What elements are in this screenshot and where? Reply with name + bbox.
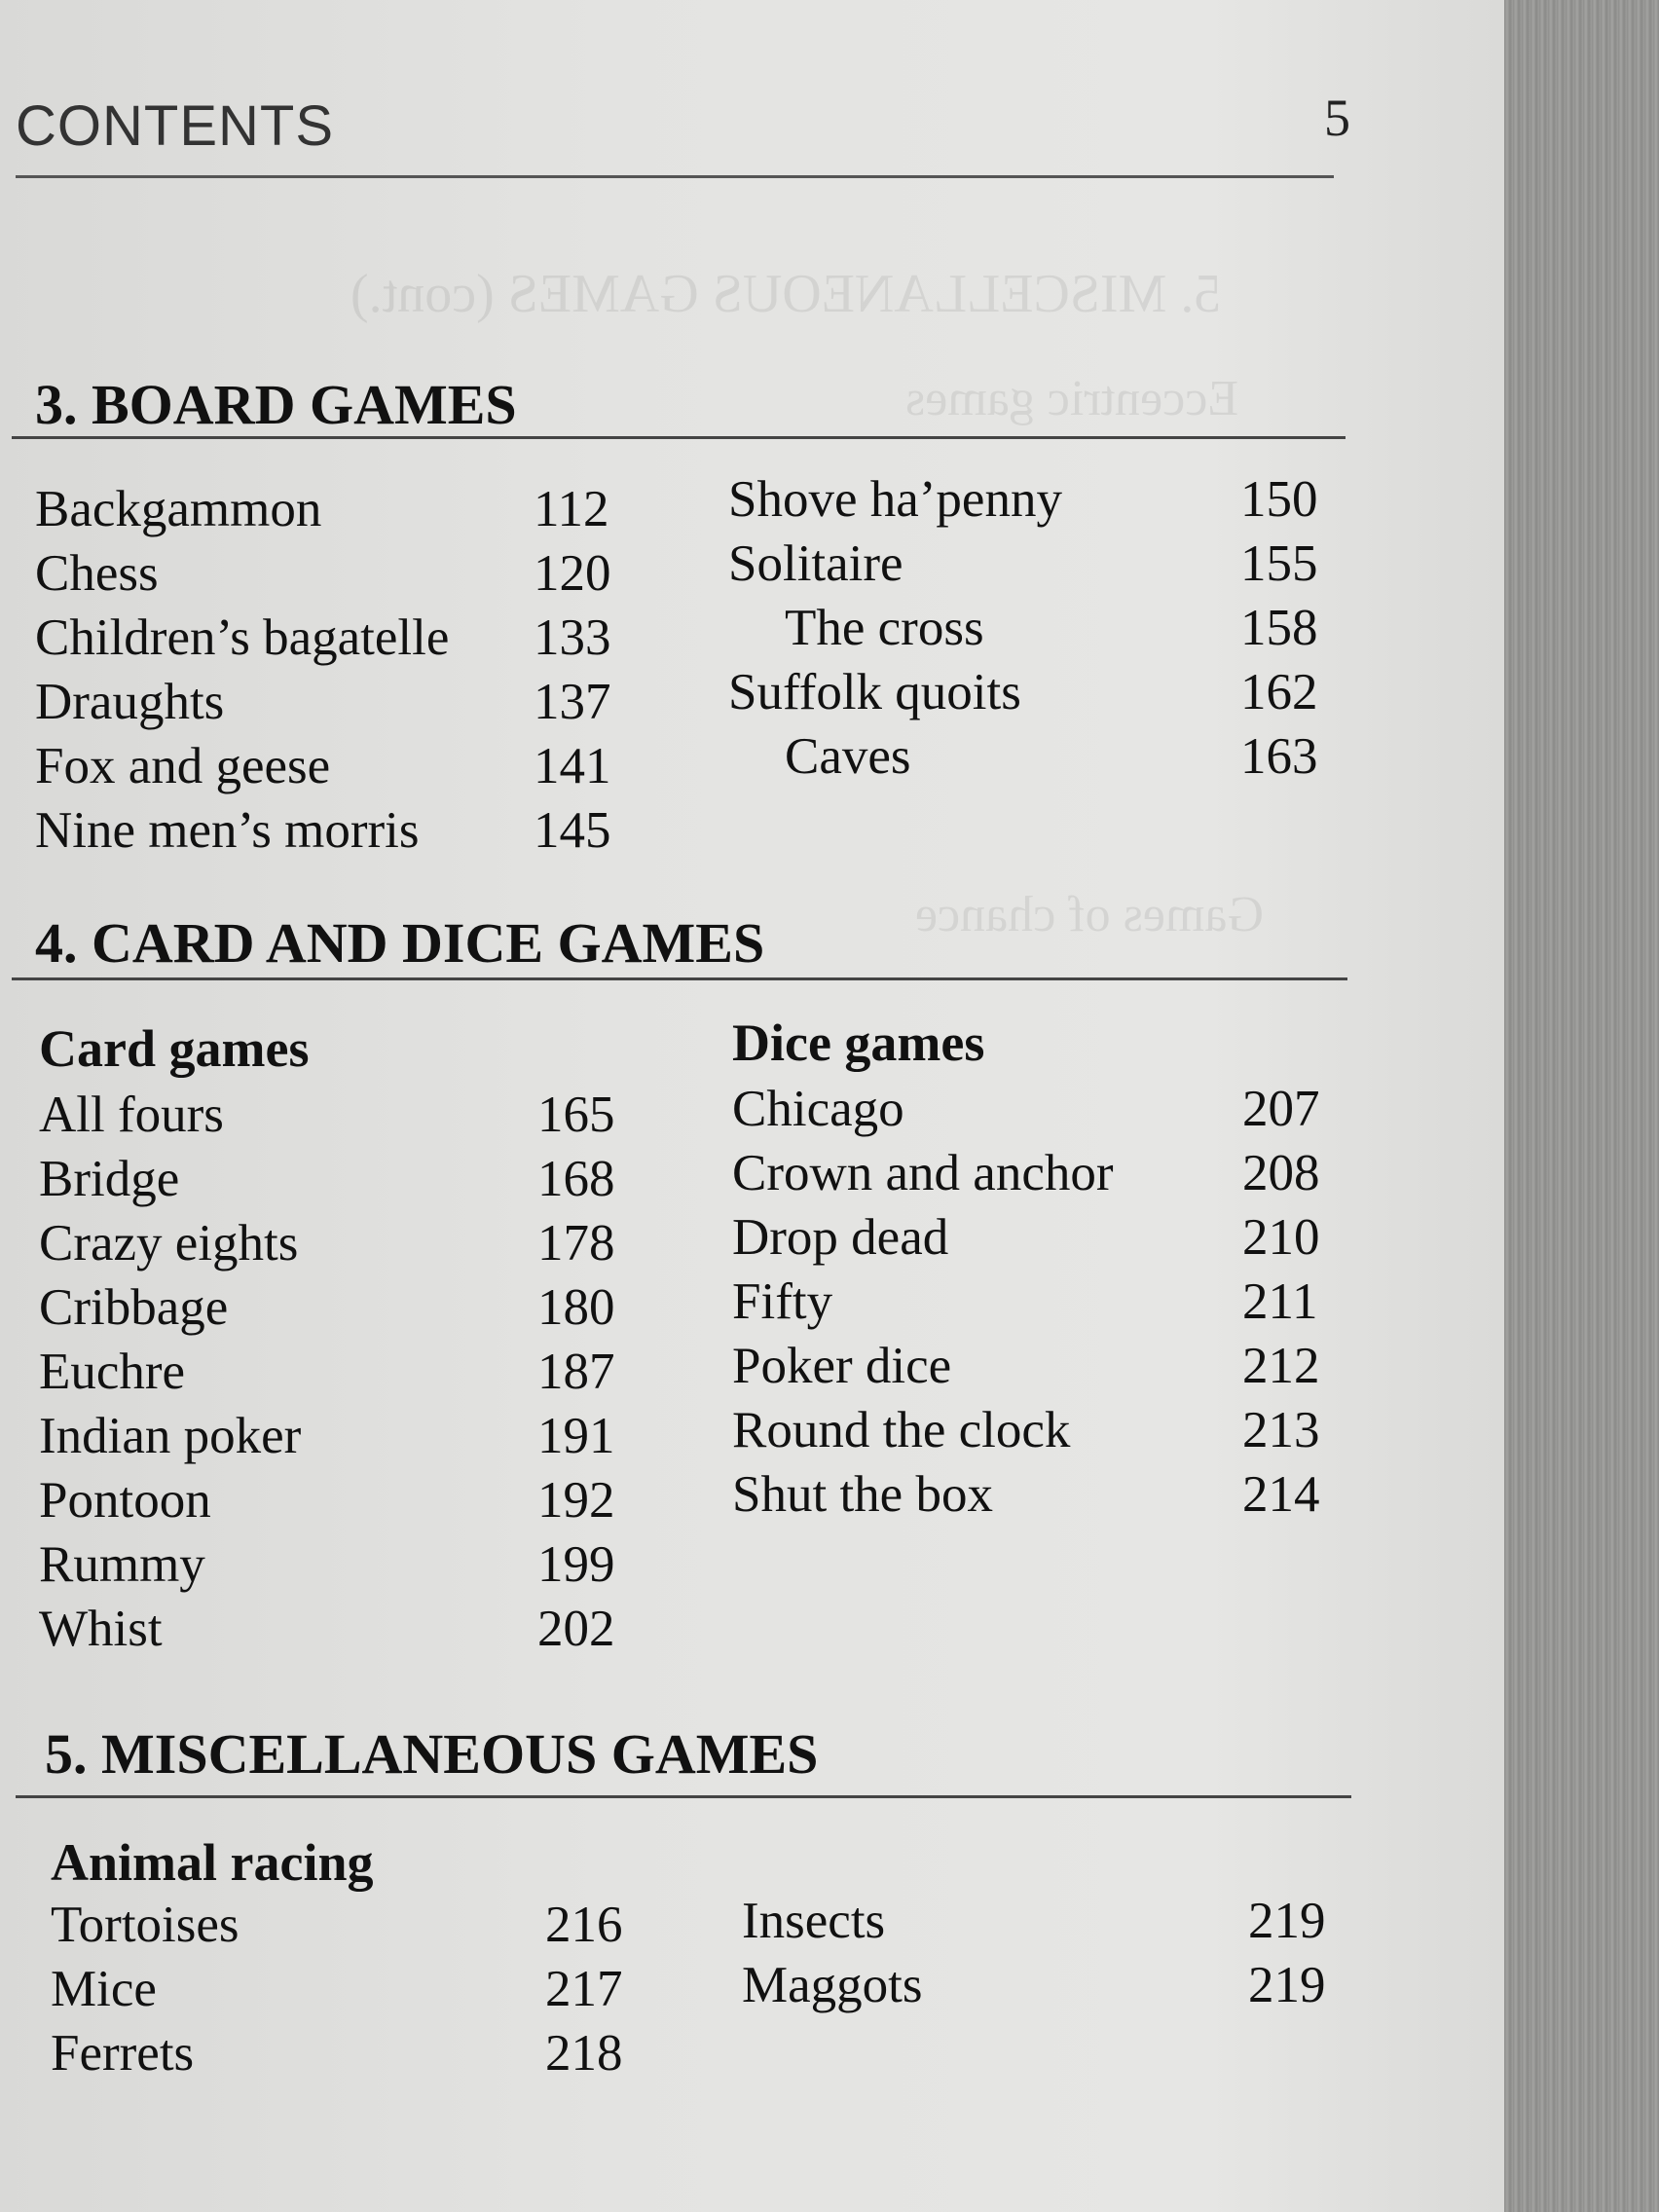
toc-entry[interactable] (728, 532, 1351, 596)
page-number: 5 (1324, 89, 1350, 147)
entry-title: Suffolk quoits (728, 664, 1021, 720)
card-games-column (39, 1083, 643, 1661)
toc-entry[interactable] (732, 1398, 1355, 1462)
toc-entry[interactable] (39, 1532, 643, 1597)
entry-page: 191 (537, 1408, 615, 1464)
entry-title: Ferrets (51, 2025, 195, 2082)
entry-title: Nine men’s morris (35, 802, 420, 859)
entry-title: The cross (785, 600, 984, 656)
entry-title: Euchre (39, 1344, 186, 1400)
entry-page: 133 (534, 609, 611, 666)
entry-title: Solitaire (728, 535, 903, 592)
toc-entry[interactable] (39, 1275, 643, 1340)
toc-entry[interactable] (732, 1334, 1355, 1398)
section-rule (16, 1795, 1351, 1798)
toc-entry[interactable] (728, 660, 1351, 724)
toc-entry[interactable] (51, 1893, 654, 1957)
entry-page: 208 (1242, 1145, 1320, 1201)
entry-page: 212 (1242, 1338, 1320, 1394)
entry-page: 120 (534, 545, 611, 602)
entry-page: 202 (537, 1601, 615, 1657)
entry-page: 199 (537, 1536, 615, 1593)
entry-title: Poker dice (732, 1338, 952, 1394)
entry-title: Children’s bagatelle (35, 609, 450, 666)
toc-entry[interactable] (732, 1205, 1355, 1270)
entry-title: Whist (39, 1601, 163, 1657)
entry-page: 178 (537, 1215, 615, 1272)
animal-racing-right-column (742, 1889, 1346, 2017)
entry-title: Shove ha’penny (728, 471, 1062, 528)
entry-page: 214 (1242, 1466, 1320, 1523)
entry-page: 192 (537, 1472, 615, 1529)
toc-entry[interactable] (742, 1953, 1346, 2017)
entry-page: 158 (1240, 600, 1318, 656)
toc-entry[interactable] (39, 1468, 643, 1532)
toc-entry[interactable] (51, 2021, 654, 2085)
entry-page: 137 (534, 674, 611, 730)
toc-entry[interactable] (35, 606, 629, 670)
entry-title: Draughts (35, 674, 225, 730)
toc-entry[interactable] (39, 1597, 643, 1661)
entry-title: Drop dead (732, 1209, 949, 1266)
entry-title: Caves (785, 728, 911, 785)
entry-page: 219 (1248, 1957, 1326, 2013)
entry-title: Shut the box (732, 1466, 993, 1523)
entry-title: Indian poker (39, 1408, 302, 1464)
show-through-text: 5. MISCELLANEOUS GAMES (cont.) (350, 264, 1222, 324)
entry-title: Tortoises (51, 1897, 240, 1953)
entry-title: Chess (35, 545, 159, 602)
show-through-text: Eccentric games (905, 371, 1239, 426)
dice-games-column (732, 1077, 1355, 1527)
entry-page: 219 (1248, 1893, 1326, 1949)
entry-page: 155 (1240, 535, 1318, 592)
toc-subentry[interactable] (728, 724, 1351, 789)
page-edge-stack (1504, 0, 1659, 2212)
entry-title: Rummy (39, 1536, 205, 1593)
toc-subentry[interactable] (728, 596, 1351, 660)
section-rule (12, 977, 1347, 980)
entry-page: 162 (1240, 664, 1318, 720)
entry-title: Round the clock (732, 1402, 1071, 1458)
section-title-board-games: 3. BOARD GAMES (35, 373, 517, 436)
toc-entry[interactable] (39, 1211, 643, 1275)
show-through-text: Games of chance (915, 887, 1265, 942)
toc-entry[interactable] (39, 1340, 643, 1404)
header-rule (16, 175, 1334, 178)
entry-title: Fox and geese (35, 738, 331, 794)
entry-page: 211 (1242, 1273, 1318, 1330)
entry-page: 168 (537, 1151, 615, 1207)
toc-entry[interactable] (35, 541, 629, 606)
entry-page: 141 (534, 738, 611, 794)
section-rule (12, 436, 1346, 439)
toc-entry[interactable] (728, 467, 1351, 532)
entry-title: Chicago (732, 1081, 904, 1137)
section-title-misc-games: 5. MISCELLANEOUS GAMES (45, 1722, 819, 1786)
toc-entry[interactable] (51, 1957, 654, 2021)
entry-title: Crown and anchor (732, 1145, 1114, 1201)
entry-title: Bridge (39, 1151, 180, 1207)
entry-page: 150 (1240, 471, 1318, 528)
toc-entry[interactable] (35, 670, 629, 734)
entry-page: 187 (537, 1344, 615, 1400)
entry-page: 163 (1240, 728, 1318, 785)
entry-page: 210 (1242, 1209, 1320, 1266)
toc-entry[interactable] (732, 1141, 1355, 1205)
toc-entry[interactable] (732, 1270, 1355, 1334)
toc-entry[interactable] (35, 477, 629, 541)
entry-title: Cribbage (39, 1279, 229, 1336)
entry-title: Maggots (742, 1957, 923, 2013)
entry-page: 218 (545, 2025, 623, 2082)
toc-entry[interactable] (742, 1889, 1346, 1953)
toc-entry[interactable] (732, 1462, 1355, 1527)
toc-entry[interactable] (35, 798, 629, 863)
entry-page: 217 (545, 1961, 623, 2017)
toc-entry[interactable] (39, 1083, 643, 1147)
entry-title: Pontoon (39, 1472, 211, 1529)
toc-entry[interactable] (732, 1077, 1355, 1141)
board-games-right-column (728, 467, 1351, 789)
toc-entry[interactable] (35, 734, 629, 798)
entry-title: All fours (39, 1087, 224, 1143)
entry-title: Fifty (732, 1273, 833, 1330)
entry-page: 145 (534, 802, 611, 859)
toc-entry[interactable] (39, 1404, 643, 1468)
entry-page: 216 (545, 1897, 623, 1953)
board-games-left-column (35, 477, 629, 863)
subheading-dice-games: Dice games (732, 1014, 985, 1072)
entry-page: 180 (537, 1279, 615, 1336)
subheading-animal-racing: Animal racing (51, 1833, 374, 1892)
entry-title: Mice (51, 1961, 157, 2017)
entry-page: 213 (1242, 1402, 1320, 1458)
entry-title: Crazy eights (39, 1215, 299, 1272)
entry-title: Insects (742, 1893, 886, 1949)
entry-page: 112 (534, 481, 609, 537)
section-title-card-dice-games: 4. CARD AND DICE GAMES (35, 911, 765, 975)
entry-title: Backgammon (35, 481, 322, 537)
toc-entry[interactable] (39, 1147, 643, 1211)
subheading-card-games: Card games (39, 1019, 310, 1078)
entry-page: 165 (537, 1087, 615, 1143)
entry-page: 207 (1242, 1081, 1320, 1137)
running-head: CONTENTS (16, 94, 334, 158)
animal-racing-left-column (51, 1893, 654, 2085)
